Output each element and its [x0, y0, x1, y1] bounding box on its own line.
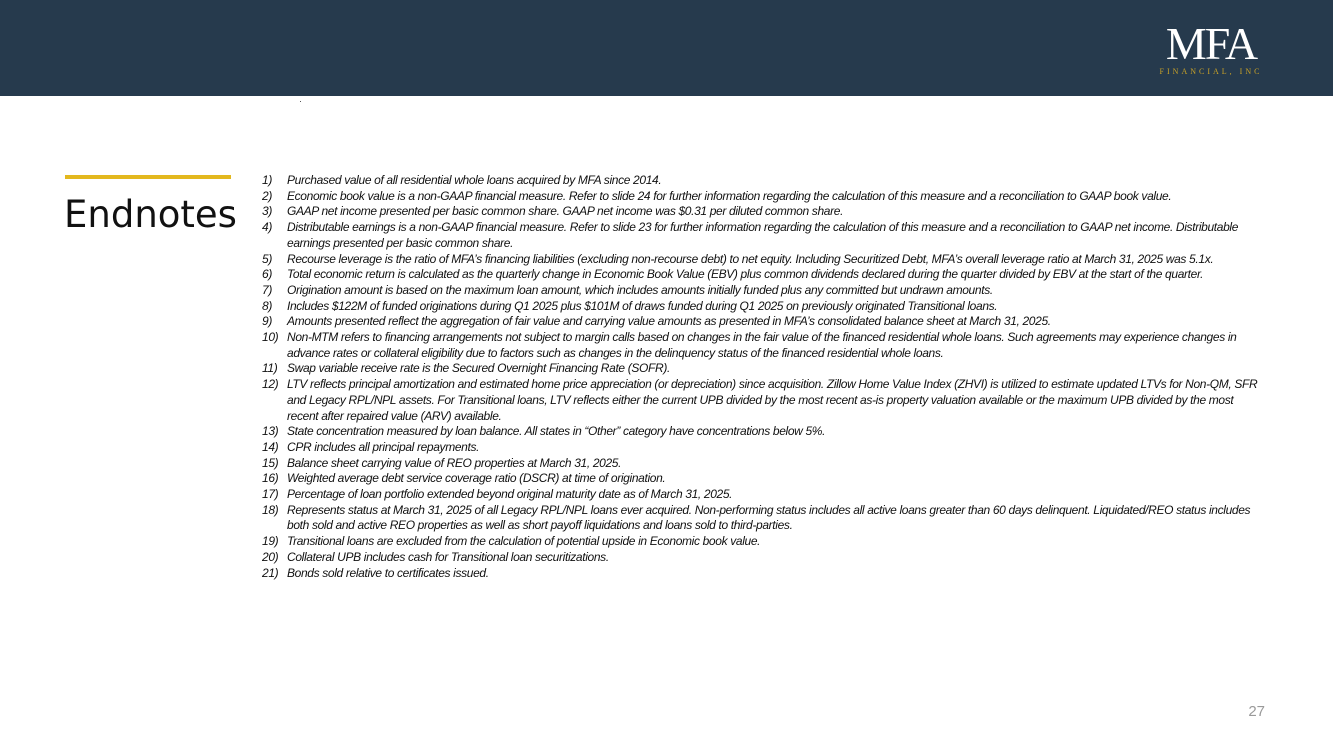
endnote-text: Non-MTM refers to financing arrangements not subject to margin calls based on changes in the fair value of the financed residential whole loans. Such agreements may experience changes in advance rates or collateral eligibility due to factors such as changes in the delinquency status of the financed residential whole loans.	[287, 330, 1237, 360]
endnote-item	[262, 314, 1262, 330]
endnote-item	[262, 361, 1262, 377]
endnote-number: 17)	[262, 487, 279, 502]
company-logo	[1155, 18, 1267, 76]
endnote-text: Total economic return is calculated as the quarterly change in Economic Book Value (EBV) plus common dividends declared during the quarter divided by EBV at the start of the quarter.	[287, 267, 1204, 282]
endnote-number: 3)	[262, 204, 272, 219]
endnote-item	[262, 534, 1262, 550]
endnote-text: State concentration measured by loan balance. All states in “Other” category have concentrations below 5%.	[287, 424, 826, 439]
page-title: Endnotes	[64, 193, 237, 236]
endnote-number: 6)	[262, 267, 272, 282]
endnote-number: 1)	[262, 173, 272, 187]
page-number: 27	[1248, 703, 1265, 720]
endnote-number: 4)	[262, 220, 272, 235]
endnote-text: Bonds sold relative to certificates issued.	[287, 565, 489, 580]
endnote-item	[262, 440, 1262, 456]
endnote-item	[262, 550, 1262, 566]
endnote-number: 7)	[262, 282, 272, 297]
endnote-text: Recourse leverage is the ratio of MFA’s financing liabilities (excluding non-recourse debt) to net equity. Including Securitized Debt, MFA’s overall leverage ratio at March 31, 2025 was 5.1x.	[287, 251, 1214, 266]
endnote-text: GAAP net income presented per basic common share. GAAP net income was $0.31 per diluted common share.	[287, 204, 844, 219]
endnote-item	[262, 173, 1262, 189]
endnote-item	[262, 204, 1262, 220]
endnote-item	[262, 330, 1262, 361]
endnote-text: Economic book value is a non-GAAP financial measure. Refer to slide 24 for further information regarding the calculation of this measure and a reconciliation to GAAP book value.	[287, 188, 1172, 203]
endnote-text: Purchased value of all residential whole loans acquired by MFA since 2014.	[287, 173, 662, 187]
endnote-number: 15)	[262, 455, 279, 470]
endnote-item	[262, 220, 1262, 251]
endnote-text: Includes $122M of funded originations during Q1 2025 plus $101M of draws funded during Q1 2025 on previously originated Transitional loans.	[287, 298, 998, 313]
endnote-item	[262, 456, 1262, 472]
endnote-text: Balance sheet carrying value of REO properties at March 31, 2025.	[287, 455, 622, 470]
endnote-item	[262, 283, 1262, 299]
endnote-number: 10)	[262, 330, 279, 345]
endnote-number: 2)	[262, 188, 272, 203]
endnote-text: Distributable earnings is a non-GAAP financial measure. Refer to slide 23 for further information regarding the calculation of this measure and a reconciliation to GAAP net income. Distributable earnings presented per basic common share.	[287, 220, 1239, 250]
endnote-text: LTV reflects principal amortization and estimated home price appreciation (or depreciation) since acquisition. Zillow Home Value Index (ZHVI) is utilized to estimate updated LTVs for Non-QM, SFR and Legacy RPL/NPL assets. For Transitional loans, LTV reflects either the current UPB divided by the most recent as-is property valuation available or the maximum UPB divided by the most recent after repaired value (ARV) available.	[287, 377, 1258, 423]
endnote-number: 8)	[262, 298, 272, 313]
endnote-number: 5)	[262, 251, 272, 266]
endnote-text: Swap variable receive rate is the Secured Overnight Financing Rate (SOFR).	[287, 361, 670, 376]
endnote-number: 11)	[262, 361, 278, 376]
endnote-number: 13)	[262, 424, 279, 439]
endnote-item	[262, 424, 1262, 440]
logo-wordmark: MFA	[1165, 18, 1257, 69]
endnote-text: Percentage of loan portfolio extended beyond original maturity date as of March 31, 2025.	[287, 487, 733, 502]
title-accent-line	[65, 175, 231, 179]
endnote-text: Origination amount is based on the maximum loan amount, which includes amounts initially funded plus any committed but undrawn amounts.	[287, 282, 993, 297]
endnote-number: 16)	[262, 471, 279, 486]
endnote-item	[262, 503, 1262, 534]
header-bar	[0, 0, 1333, 96]
logo-subtitle: FINANCIAL, INC	[1159, 67, 1263, 76]
endnote-item	[262, 471, 1262, 487]
endnote-text: Transitional loans are excluded from the calculation of potential upside in Economic book value.	[287, 534, 761, 549]
endnote-number: 9)	[262, 314, 272, 329]
endnote-text: Collateral UPB includes cash for Transitional loan securitizations.	[287, 549, 609, 564]
endnote-number: 20)	[262, 549, 279, 564]
endnote-text: CPR includes all principal repayments.	[287, 439, 480, 454]
endnote-item	[262, 189, 1262, 205]
endnote-item	[262, 377, 1262, 424]
endnote-number: 18)	[262, 502, 279, 517]
stray-dot	[300, 101, 301, 102]
endnote-item	[262, 252, 1262, 268]
endnotes-list	[262, 173, 1262, 581]
endnote-item	[262, 299, 1262, 315]
endnote-number: 12)	[262, 377, 279, 392]
endnote-text: Represents status at March 31, 2025 of all Legacy RPL/NPL loans ever acquired. Non-performing status includes all active loans greater than 60 days delinquent. Liquidated/REO status includes both sold and active REO properties as well as short payoff liquidations and loans sold to third-parties.	[287, 502, 1251, 533]
endnote-item	[262, 487, 1262, 503]
endnote-item	[262, 566, 1262, 582]
endnote-number: 19)	[262, 534, 279, 549]
endnote-text: Amounts presented reflect the aggregation of fair value and carrying value amounts as presented in MFA’s consolidated balance sheet at March 31, 2025.	[287, 314, 1051, 329]
endnote-number: 21)	[262, 565, 279, 580]
endnote-text: Weighted average debt service coverage ratio (DSCR) at time of origination.	[287, 471, 666, 486]
endnote-number: 14)	[262, 439, 279, 454]
endnote-item	[262, 267, 1262, 283]
